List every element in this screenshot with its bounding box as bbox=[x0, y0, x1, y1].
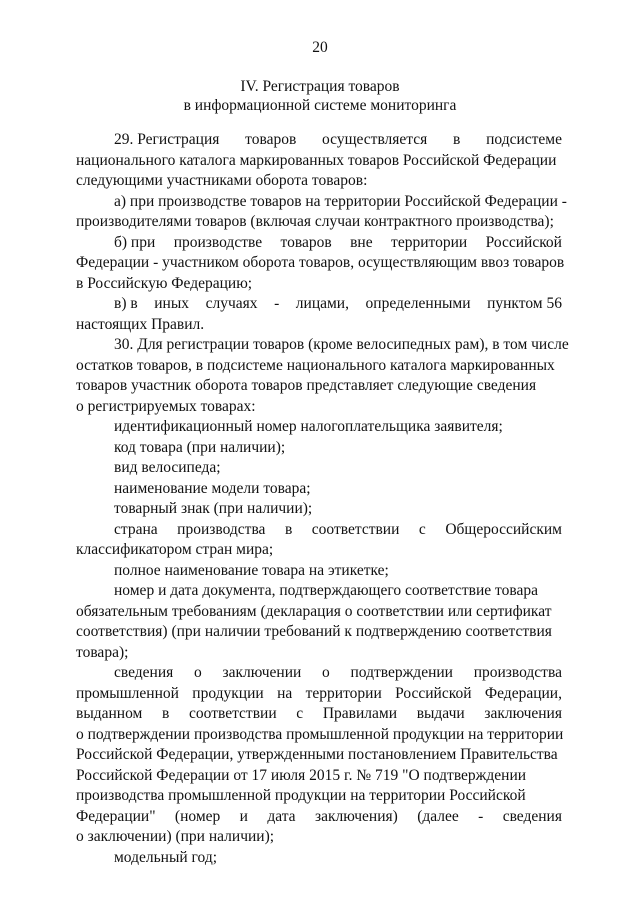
word: производстве bbox=[173, 233, 263, 251]
word: Правилами bbox=[322, 705, 398, 722]
paragraph-30-line-3: товаров участник оборота товаров представляет следующие сведения bbox=[76, 377, 537, 394]
item-conclusion-line-9: о заключении) (при наличии); bbox=[76, 828, 275, 845]
word: в bbox=[284, 520, 293, 538]
item-b-line-2: Федерации - участником оборота товаров, осуществляющим ввоз товаров bbox=[76, 254, 565, 271]
document-body bbox=[76, 130, 569, 868]
word: производства bbox=[177, 520, 266, 538]
word: о bbox=[194, 664, 202, 681]
item-country-line-1 bbox=[76, 520, 562, 541]
word: б) при bbox=[114, 233, 156, 251]
word: вне bbox=[350, 233, 373, 251]
word: соответствии bbox=[311, 520, 400, 538]
word: и bbox=[239, 807, 248, 825]
item-conclusion-line-8 bbox=[76, 807, 562, 828]
item-document-line-1: номер и дата документа, подтверждающего соответствие товара bbox=[114, 582, 538, 599]
item-document-line-3: соответствия) (при наличии требований к подтверждению соответствия bbox=[76, 623, 552, 640]
word: заключении bbox=[222, 664, 302, 681]
item-trademark: товарный знак (при наличии); bbox=[114, 500, 313, 517]
word: дата bbox=[267, 807, 296, 825]
word: Российской bbox=[485, 233, 562, 251]
word: продукции bbox=[192, 684, 264, 702]
item-b-line-1 bbox=[76, 233, 562, 254]
item-model-year: модельный год; bbox=[114, 848, 218, 866]
word: сведения bbox=[502, 807, 562, 825]
word: на bbox=[277, 684, 293, 702]
paragraph-30-line-4: о регистрируемых товарах: bbox=[76, 397, 256, 415]
paragraph-29-line-3: следующими участниками оборота товаров: bbox=[76, 172, 368, 189]
word: Российской bbox=[395, 684, 472, 702]
section-title bbox=[0, 77, 640, 115]
word: 29. Регистрация bbox=[114, 131, 220, 148]
word: заключения bbox=[484, 705, 562, 722]
word: - bbox=[478, 807, 484, 825]
word: с bbox=[296, 705, 304, 722]
section-title-line-1: IV. Регистрация товаров bbox=[240, 78, 400, 95]
word: иных bbox=[154, 295, 190, 312]
word: с bbox=[418, 520, 426, 538]
paragraph-29-line-1 bbox=[76, 130, 562, 151]
word: подтверждении bbox=[350, 664, 453, 681]
item-conclusion-line-5: Российской Федерации, утвержденными постановлением Правительства bbox=[76, 746, 558, 763]
item-conclusion-line-4: о подтверждении производства промышленной продукции на территории bbox=[76, 725, 564, 743]
word: в) в bbox=[114, 295, 138, 312]
word: (далее bbox=[417, 807, 459, 825]
word: территории bbox=[391, 233, 468, 251]
paragraph-30-line-1: 30. Для регистрации товаров (кроме велосипедных рам), в том числе bbox=[114, 336, 569, 353]
word: лицами, bbox=[295, 295, 349, 312]
word: заключения) bbox=[314, 807, 398, 825]
item-product-code: код товара (при наличии); bbox=[114, 438, 286, 456]
item-country-line-2: классификатором стран мира; bbox=[76, 541, 274, 558]
word: - bbox=[274, 295, 280, 312]
word: промышленной bbox=[76, 684, 179, 702]
word: Федерации, bbox=[484, 684, 562, 702]
item-conclusion-line-3 bbox=[76, 704, 562, 725]
word: случаях bbox=[205, 295, 258, 312]
word: товаров bbox=[280, 233, 332, 251]
item-bicycle-kind: вид велосипеда; bbox=[114, 459, 221, 476]
item-inn: идентификационный номер налогоплательщика заявителя; bbox=[114, 418, 503, 435]
word: подсистеме bbox=[486, 131, 562, 148]
word: определенными bbox=[365, 295, 471, 312]
item-document-line-2: обязательным требованиям (декларация о соответствии или сертификат bbox=[76, 602, 552, 620]
word: о bbox=[322, 664, 330, 681]
word: производства bbox=[473, 664, 562, 681]
item-conclusion-line-7: производства промышленной продукции на территории Российской bbox=[76, 787, 526, 804]
item-conclusion-line-2 bbox=[76, 684, 562, 705]
page-number: 20 bbox=[312, 39, 328, 56]
paragraph-30-line-2: остатков товаров, в подсистеме национального каталога маркированных bbox=[76, 356, 555, 374]
word: Федерации" bbox=[76, 807, 156, 825]
item-b-line-3: в Российскую Федерацию; bbox=[76, 274, 253, 292]
item-a-line-2: производителями товаров (включая случаи контрактного производства); bbox=[76, 213, 554, 230]
item-conclusion-line-6: Российской Федерации от 17 июля 2015 г. № 719 "О подтверждении bbox=[76, 766, 527, 784]
item-document-line-4: товара); bbox=[76, 643, 129, 661]
item-c-line-1 bbox=[76, 294, 562, 315]
item-full-name: полное наименование товара на этикетке; bbox=[114, 561, 389, 579]
item-conclusion-line-1 bbox=[76, 663, 562, 684]
word: (номер bbox=[174, 807, 221, 825]
item-c-line-2: настоящих Правил. bbox=[76, 315, 205, 333]
word: выданном bbox=[76, 705, 143, 722]
word: товаров bbox=[245, 131, 297, 148]
word: пунктом 56 bbox=[487, 295, 562, 312]
item-a-line-1: а) при производстве товаров на территории Российской Федерации - bbox=[114, 192, 567, 210]
word: территории bbox=[305, 684, 382, 702]
word: Общероссийским bbox=[445, 520, 562, 538]
word: в bbox=[453, 131, 461, 148]
word: в bbox=[162, 705, 170, 722]
section-title-line-2: в информационной системе мониторинга bbox=[183, 97, 457, 114]
word: выдачи bbox=[416, 705, 465, 722]
item-model-name: наименование модели товара; bbox=[114, 479, 311, 497]
word: сведения bbox=[114, 664, 174, 681]
word: осуществляется bbox=[322, 131, 428, 148]
word: соответствии bbox=[189, 705, 277, 722]
paragraph-29-line-2: национального каталога маркированных товаров Российской Федерации bbox=[76, 151, 557, 169]
word: страна bbox=[114, 520, 158, 538]
